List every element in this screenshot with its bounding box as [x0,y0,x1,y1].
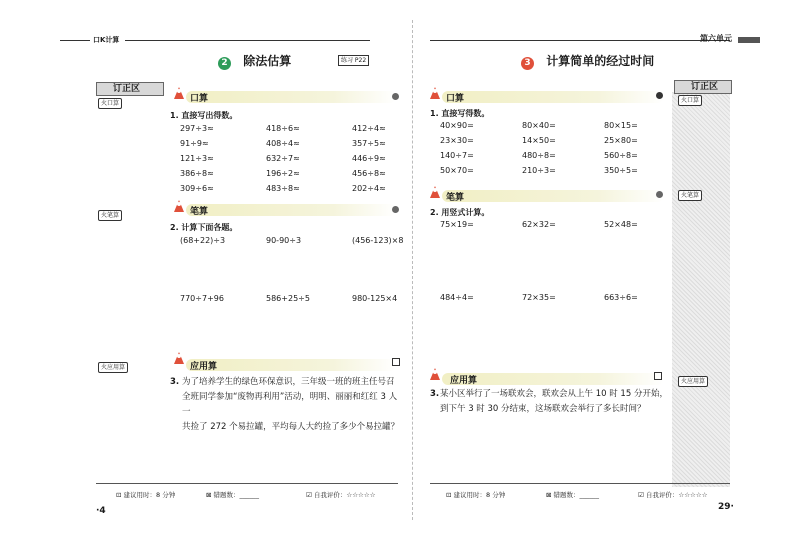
problem-item: 350÷5= [604,166,638,175]
problem-item: 121÷3≈ [180,154,214,163]
section-bar-written [186,204,396,216]
header-unit: 第六单元 [700,34,732,43]
problem-item: 25×80= [604,136,638,145]
problem-item: 80×15= [604,121,638,130]
section-bar-applied [186,359,396,371]
q2-title: 2. 用竖式计算。 [430,208,490,217]
section-bar-oral [186,91,396,103]
question-line: 某小区举行了一场联欢会，联欢会从上午 10 时 15 分开始， [440,389,668,399]
q3-text: 3. 为了培养学生的绿色环保意识，三年级一班的班主任号召 全班同学参加“废物再利用”活动，明明、丽丽和红红 3 人一 共捡了 272 个易拉罐，平均每人大约捡了多少个易拉罐？ [170,375,400,435]
problem-item: 297÷3≈ [180,124,214,133]
problem-item: 75×19= [440,220,474,229]
side-tab-oral: 火口算 [98,98,122,109]
footer-time: ⊡ 建议用时：8 分钟 [116,491,176,499]
bird-icon [428,85,442,101]
correction-area-title: 订正区 [96,82,164,96]
problem-item: 309÷6≈ [180,184,214,193]
right-page [400,0,800,554]
header-rule [430,40,730,41]
check-icon: ☑ [638,491,644,499]
footer-errors: ⊠ 错题数：______ [546,491,600,499]
bird-icon [172,350,186,366]
problem-item: 23×30= [440,136,474,145]
lesson-tag: 练习 P22 [338,55,369,66]
section-title-written: 笔算 [190,207,209,217]
question-line: 到下午 3 时 30 分结束，这场联欢会举行了多长时间？ [440,404,646,414]
pin-icon [392,206,399,213]
header-brand: 口K计算 [93,36,120,44]
footer-errors: ⊠ 错题数：______ [206,491,260,499]
problem-item: 80×40= [522,121,556,130]
clock-icon: ⊡ [446,491,452,499]
q2-title: 2. 计算下面各题。 [170,223,238,232]
section-title-oral: 口算 [446,94,465,104]
rating-stars: ☆☆☆☆☆ [346,491,376,499]
error-icon: ⊠ [546,491,552,499]
header-rule [125,40,370,41]
error-icon: ⊠ [206,491,212,499]
check-icon: ☑ [306,491,312,499]
problem-item: 980-125×4 [352,294,398,303]
footer-rating: ☑ 自我评价：☆☆☆☆☆ [638,491,708,499]
section-title-written: 笔算 [446,193,465,203]
correction-area-title: 订正区 [674,80,732,94]
problem-item: 663÷6= [604,293,638,302]
side-tab-written: 火笔算 [98,210,122,221]
lesson-number-badge: 2 [218,57,231,70]
note-icon [392,358,400,366]
problem-item: 408÷4≈ [266,139,300,148]
lesson-title: 计算简单的经过时间 [546,54,655,68]
bird-icon [428,184,442,200]
problem-item: 480÷8= [522,151,556,160]
problem-item: 140÷7= [440,151,474,160]
header-rule-right [738,37,760,43]
q3-text: 3. 某小区举行了一场联欢会，联欢会从上午 10 时 15 分开始， 到下午 3 时 30 分结束，这场联欢会举行了多长时间？ [430,387,670,417]
bird-icon [172,198,186,214]
problem-item: 386÷8≈ [180,169,214,178]
lesson-heading [521,52,654,70]
section-bar-written [442,190,664,202]
lesson-title: 除法估算 [243,54,292,68]
problem-item: 72×35= [522,293,556,302]
page-number-left: ·4 [96,506,106,516]
problem-item: 50×70= [440,166,474,175]
pin-icon [656,92,663,99]
pin-icon [392,93,399,100]
problem-item: 196÷2≈ [266,169,300,178]
clock-icon: ⊡ [116,491,122,499]
problem-item: 560÷8= [604,151,638,160]
correction-column [672,92,730,487]
section-title-applied: 应用算 [450,376,478,386]
problem-item: (68+22)÷3 [180,236,226,245]
footer-time: ⊡ 建议用时：8 分钟 [446,491,506,499]
problem-item: 91÷9≈ [180,139,209,148]
problem-item: 770÷7+96 [180,294,224,303]
section-title-oral: 口算 [190,94,209,104]
problem-item: 210÷3= [522,166,556,175]
header-rule-left [60,40,90,41]
side-tab-written: 火笔算 [678,190,702,201]
problem-item: 14×50= [522,136,556,145]
q1-title: 1. 直接写出得数。 [170,111,238,120]
question-line: 为了培养学生的绿色环保意识，三年级一班的班主任号召 [182,377,395,387]
pin-icon [656,191,663,198]
lesson-heading [218,52,291,70]
problem-item: 446÷9≈ [352,154,386,163]
rating-stars: ☆☆☆☆☆ [678,491,708,499]
footer-rule [430,483,730,484]
footer-rule [96,483,398,484]
problem-item: (456-123)×8 [352,236,404,245]
problem-item: 40×90= [440,121,474,130]
note-icon [654,372,662,380]
question-line: 全班同学参加“废物再利用”活动，明明、丽丽和红红 3 人一 [182,392,398,417]
problem-item: 484÷4= [440,293,474,302]
section-title-applied: 应用算 [190,362,218,372]
problem-item: 357÷5≈ [352,139,386,148]
problem-item: 52×48= [604,220,638,229]
bird-icon [172,85,186,101]
problem-item: 456÷8≈ [352,169,386,178]
problem-item: 202÷4≈ [352,184,386,193]
problem-item: 418÷6≈ [266,124,300,133]
question-line: 共捡了 272 个易拉罐，平均每人大约捡了多少个易拉罐？ [182,422,400,432]
problem-item: 90-90÷3 [266,236,302,245]
problem-item: 412÷4≈ [352,124,386,133]
lesson-number-badge: 3 [521,57,534,70]
side-tab-oral: 火口算 [678,95,702,106]
bird-icon [428,366,442,382]
footer-rating: ☑ 自我评价：☆☆☆☆☆ [306,491,376,499]
problem-item: 483÷8≈ [266,184,300,193]
side-tab-applied: 火应用算 [678,376,708,387]
q1-title: 1. 直接写得数。 [430,109,490,118]
problem-item: 62×32= [522,220,556,229]
side-tab-applied: 火应用算 [98,362,128,373]
problem-item: 586+25÷5 [266,294,310,303]
section-bar-oral [442,91,664,103]
page-number-right: 29· [718,502,734,512]
problem-item: 632÷7≈ [266,154,300,163]
